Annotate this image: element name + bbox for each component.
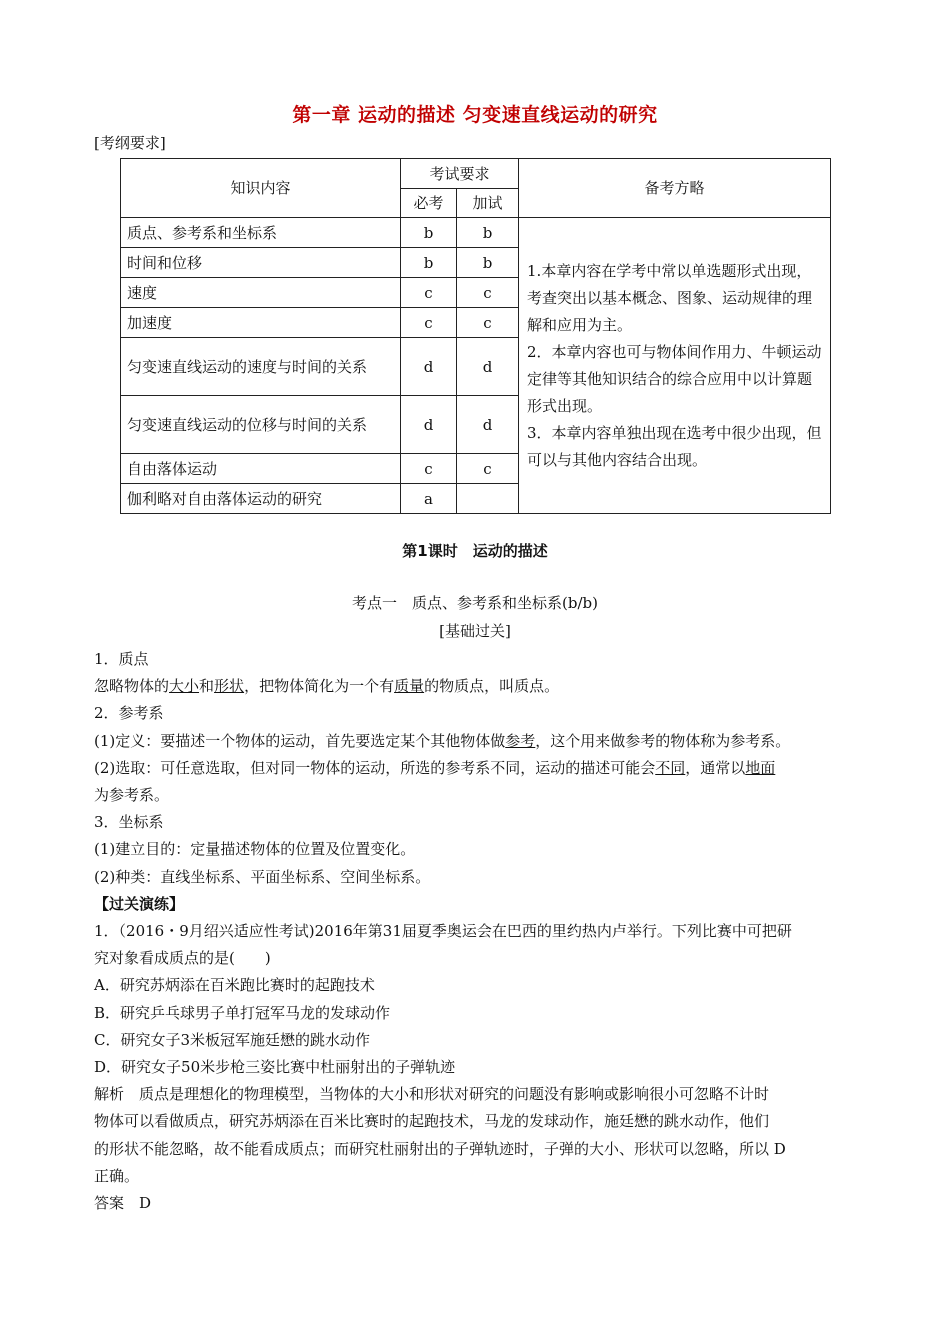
row-required: d [401,396,457,454]
question-line: 1．（2016・9月绍兴适应性考试)2016年第31届夏季奥运会在巴西的里约热内卢举行。下列比赛中可把研 [94,922,792,941]
section-heading: 1．质点 [94,650,149,668]
text: ，这个用来做参考的物体称为参考系。 [535,731,791,750]
section-heading: 3．坐标系 [94,813,164,832]
row-content: 加速度 [121,308,401,338]
explanation-line: 正确。 [94,1166,140,1185]
row-required: b [401,218,457,248]
answer: 答案 D [94,1194,152,1213]
lesson-title: 第1课时 运动的描述 [402,542,548,560]
row-extra: c [457,308,519,338]
section-heading: 2．参考系 [94,704,164,723]
row-extra: c [457,278,519,308]
paragraph: (1)建立目的：定量描述物体的位置及位置变化。 [94,840,416,859]
explanation-line: 物体可以看做质点，研究苏炳添在百米比赛时的起跑技术，马龙的发球动作，施廷懋的跳水动作，他们 [94,1112,770,1131]
paragraph [94,755,874,782]
row-required: c [401,278,457,308]
underlined-term: 形状 [214,677,245,696]
question-line: 究对象看成质点的是( ) [94,949,271,968]
row-content: 自由落体运动 [121,454,401,484]
text: 和 [199,677,215,696]
text: ，通常以 [685,758,746,777]
row-required: a [401,484,457,514]
header-exam-requirement: 考试要求 [401,159,519,189]
text: (1)定义：要描述一个物体的运动，首先要选定某个其他物体做 [94,731,506,750]
row-extra: d [457,338,519,396]
practice-label: 【过关演练】 [94,894,185,913]
explanation-line: 的形状不能忽略，故不能看成质点；而研究杜丽射出的子弹轨迹时，子弹的大小、形状可以忽略，所以 D [94,1139,786,1158]
underlined-term: 质量 [394,677,425,696]
header-content: 知识内容 [121,159,401,218]
text: 忽略物体的 [94,677,170,696]
paragraph [94,728,874,755]
text: ，把物体简化为一个有 [244,677,395,696]
row-required: b [401,248,457,278]
option-a: A．研究苏炳添在百米跑比赛时的起跑技术 [94,976,375,995]
row-content: 匀变速直线运动的速度与时间的关系 [121,338,401,396]
underlined-term: 参考 [505,731,536,750]
paragraph: 为参考系。 [94,786,170,805]
header-extra: 加试 [457,189,519,218]
row-extra: c [457,454,519,484]
row-content: 伽利略对自由落体运动的研究 [121,484,401,514]
row-extra: d [457,396,519,454]
paragraph: (2)种类：直线坐标系、平面坐标系、空间坐标系。 [94,867,431,886]
option-b: B．研究乒乓球男子单打冠军马龙的发球动作 [94,1003,391,1022]
strategy-cell [519,218,831,514]
option-c: C．研究女子3米板冠军施廷懋的跳水动作 [94,1030,371,1049]
table-row [121,218,831,248]
basic-section-label: [基础过关] [439,622,511,640]
underlined-term: 地面 [745,758,776,777]
paragraph [94,673,874,700]
requirements-label: [考纲要求] [94,134,166,152]
row-required: c [401,454,457,484]
underlined-term: 不同 [655,758,686,777]
underlined-term: 大小 [169,677,200,696]
chapter-title: 第一章 运动的描述 匀变速直线运动的研究 [292,104,658,126]
explanation-line: 解析 质点是理想化的物理模型，当物体的大小和形状对研究的问题没有影响或影响很小可忽略不计时 [94,1085,770,1104]
text: (2)选取：可任意选取，但对同一物体的运动，所选的参考系不同，运动的描述可能会 [94,758,656,777]
strategy-item: 2．本章内容也可与物体间作用力、牛顿运动定律等其他知识结合的综合应用中以计算题形式出现。 [527,342,822,415]
header-required: 必考 [401,189,457,218]
knowledge-point-heading: 考点一 质点、参考系和坐标系(b/b) [352,594,598,612]
text: 的物质点，叫质点。 [424,677,560,696]
row-content: 速度 [121,278,401,308]
row-content: 匀变速直线运动的位移与时间的关系 [121,396,401,454]
strategy-item: 3．本章内容单独出现在选考中很少出现，但可以与其他内容结合出现。 [527,423,822,469]
row-content: 质点、参考系和坐标系 [121,218,401,248]
option-d: D．研究女子50米步枪三姿比赛中杜丽射出的子弹轨迹 [94,1058,456,1077]
row-required: d [401,338,457,396]
row-content: 时间和位移 [121,248,401,278]
header-strategy: 备考方略 [519,159,831,218]
row-required: c [401,308,457,338]
row-extra: b [457,248,519,278]
lesson-body [94,646,874,1217]
row-extra [457,484,519,514]
strategy-item: 1.本章内容在学考中常以单选题形式出现，考查突出以基本概念、图象、运动规律的理解和应用为主。 [527,261,813,334]
requirements-table [120,158,831,514]
row-extra: b [457,218,519,248]
